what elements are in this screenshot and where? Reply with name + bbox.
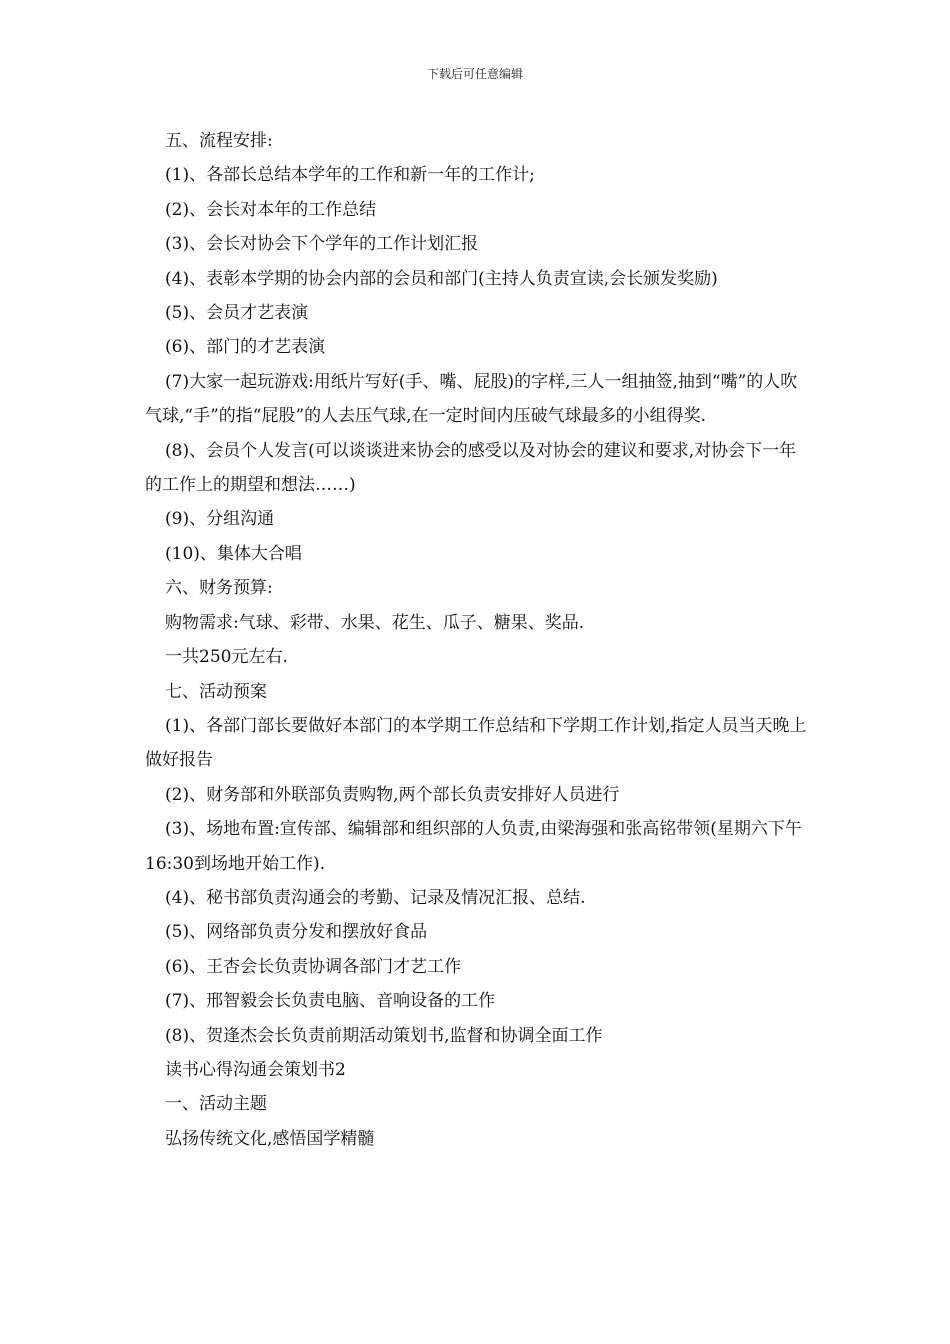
paragraph: 购物需求:气球、彩带、水果、花生、瓜子、糖果、奖品. [165,612,585,633]
paragraph: (4)、秘书部负责沟通会的考勤、记录及情况汇报、总结. [165,887,586,908]
section-heading-process: 五、流程安排: [165,131,273,151]
paragraph: (3)、会长对协会下个学年的工作计划汇报 [165,234,479,255]
paragraph: (4)、表彰本学期的协会内部的会员和部门(主持人负责宣读,会长颁发奖励) [165,268,718,289]
paragraph: (8)、贺逢杰会长负责前期活动策划书,监督和协调全面工作 [165,1025,603,1046]
paragraph: 弘扬传统文化,感悟国学精髓 [165,1128,375,1149]
paragraph: (2)、财务部和外联部负责购物,两个部长负责安排好人员进行 [165,784,620,805]
section-heading-budget: 六、财务预算: [165,578,273,599]
paragraph: (8)、会员个人发言(可以谈谈进来协会的感受以及对协会的建议和要求,对协会下一年的工作上的期望和想法……) [145,440,797,496]
paragraph: (5)、网络部负责分发和摆放好食品 [165,922,428,943]
page-header: 下载后可任意编辑 [426,67,523,81]
section-heading-theme: 一、活动主题 [165,1094,267,1115]
paragraph: (1)、各部长总结本学年的工作和新一年的工作计; [165,165,535,186]
paragraph: (9)、分组沟通 [165,509,275,530]
paragraph: (1)、各部门部长要做好本部门的本学期工作总结和下学期工作计划,指定人员当天晚上做好报告 [145,715,807,771]
paragraph: (3)、场地布置:宣传部、编辑部和组织部的人负责,由梁海强和张高铭带领(星期六下午16:30到场地开始工作). [145,819,802,874]
paragraph: (10)、集体大合唱 [165,543,302,564]
document-subtitle: 读书心得沟通会策划书2 [165,1059,346,1080]
paragraph: (5)、会员才艺表演 [165,303,309,324]
paragraph: 一共250元左右. [165,647,288,668]
paragraph: (2)、会长对本年的工作总结 [165,199,377,220]
paragraph: (7)大家一起玩游戏:用纸片写好(手、嘴、屁股)的字样,三人一组抽签,抽到“嘴”的人吹气球,“手”的指“屁股”的人去压气球,在一定时间内压破气球最多的小组得奖. [145,371,798,427]
section-heading-plan: 七、活动预案 [165,681,267,702]
paragraph: (6)、王杏会长负责协调各部门才艺工作 [165,956,462,977]
paragraph: (6)、部门的才艺表演 [165,337,326,358]
document-body [145,124,810,1156]
paragraph: (7)、邢智毅会长负责电脑、音响设备的工作 [165,991,496,1012]
